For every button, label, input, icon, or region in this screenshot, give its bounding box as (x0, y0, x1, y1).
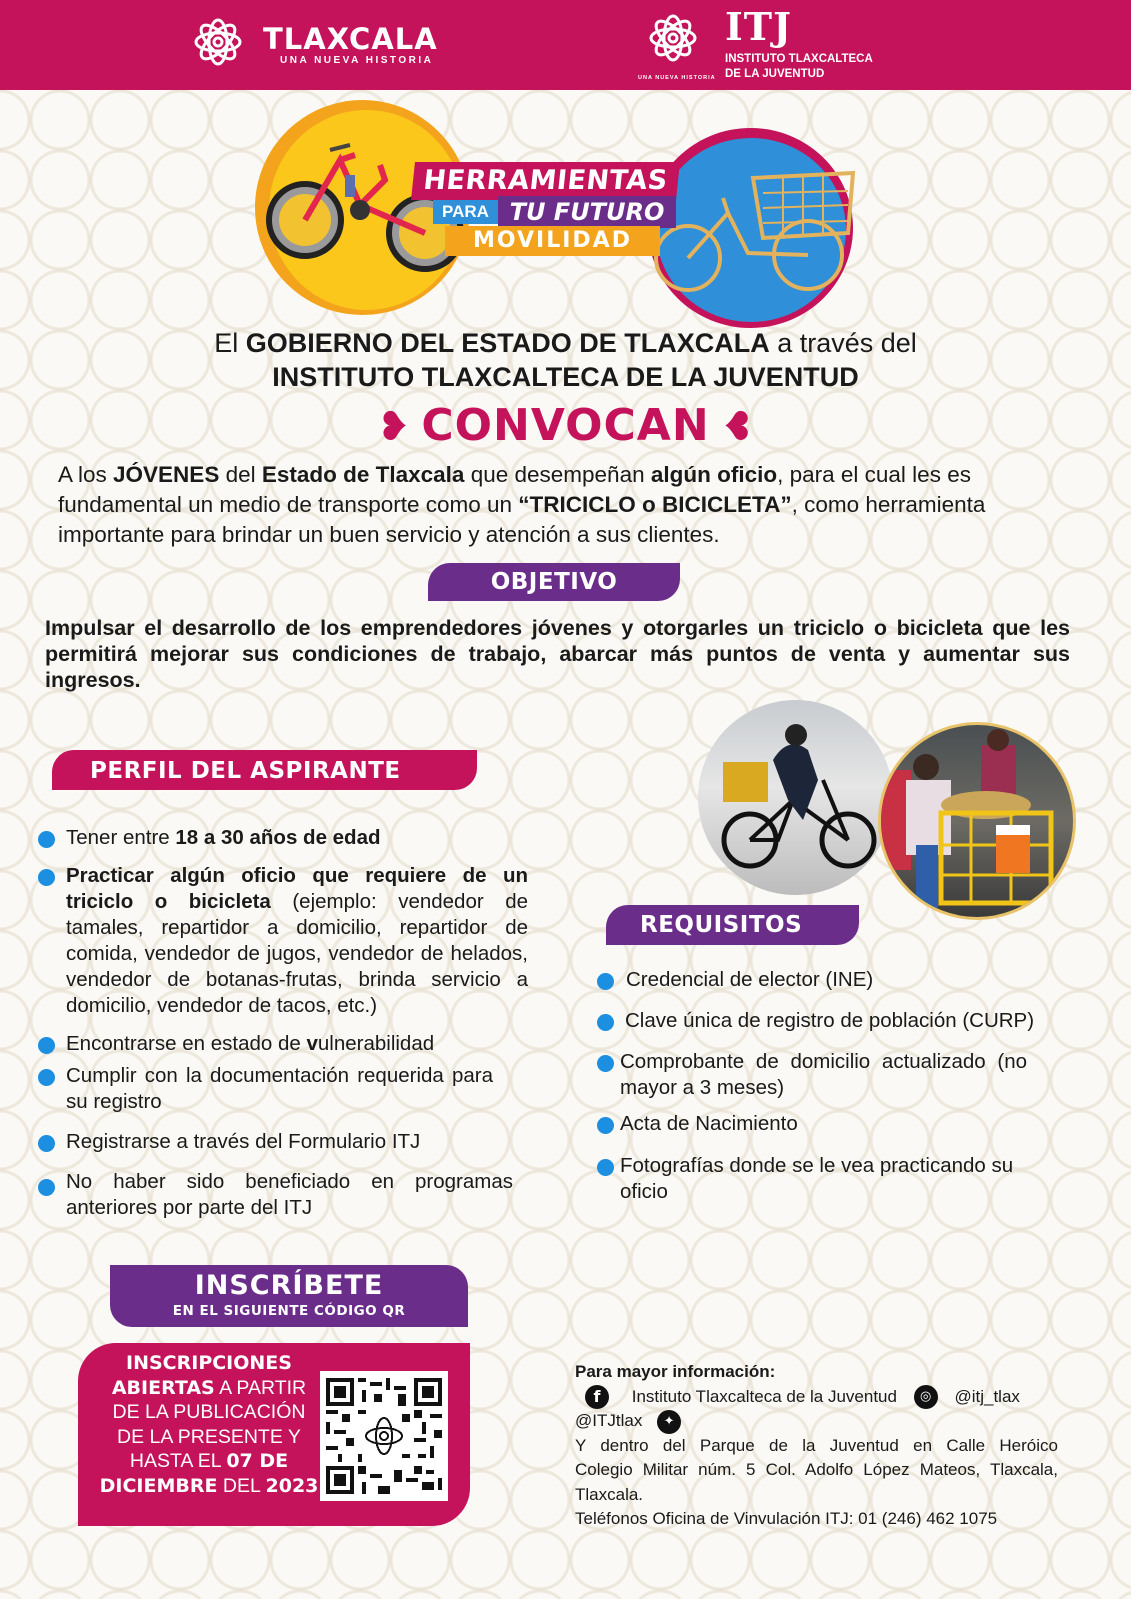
banner-tu-futuro: TU FUTURO (498, 196, 676, 228)
requisito-item (597, 1153, 1072, 1205)
item-text: Clave única de registro de población (CURP) (625, 1009, 1035, 1032)
inscribete-heading (110, 1265, 468, 1327)
facebook-icon[interactable]: f (585, 1385, 609, 1409)
itj-logo-subtitle-2: DE LA JUVENTUD (725, 68, 825, 80)
info-heading: Para mayor información: (575, 1362, 776, 1381)
bullet-icon (597, 1055, 614, 1072)
perfil-item (38, 863, 528, 1019)
itj-flower-logo-icon (643, 8, 703, 68)
perfil-item (38, 825, 528, 851)
bullet-icon (597, 1159, 614, 1176)
item-text: Cumplir con la documentación requerida para su registro (66, 1064, 493, 1113)
intro-paragraph (58, 460, 1068, 550)
intro-bold: algún oficio (650, 462, 778, 487)
registration-date: 07 DE DICIEMBRE (99, 1450, 289, 1497)
intro-bold: “TRICICLO o BICICLETA” (518, 492, 792, 517)
perfil-list (38, 825, 528, 1221)
registration-bold: INSCRIPCIONES ABIERTAS (111, 1352, 292, 1399)
intro-text: A los (58, 462, 114, 487)
gov-name: GOBIERNO DEL ESTADO DE TLAXCALA (245, 328, 770, 358)
perfil-item (38, 1063, 528, 1115)
item-text: (ejemplo: vendedor de tamales, repartidor a domicilio, repartidor de comida, vendedor de jugos, vendedor de helados, vendedor de botanas-frutas, brinda servicio a domicilio, vendedor de tacos, etc.) (66, 890, 528, 1017)
inscribete-title: INSCRÍBETE (194, 1270, 384, 1301)
bullet-icon (38, 1069, 55, 1086)
gov-suffix: a través del (769, 328, 917, 358)
item-bold: Practicar algún oficio que requiere de un triciclo o bicicleta (66, 864, 528, 913)
address-line-3: Tlaxcala. (575, 1484, 644, 1504)
address-line-2: Colegio Militar núm. 5 Col. Adolfo López Mateos, Tlaxcala, (575, 1460, 1058, 1480)
twitter-icon[interactable]: ✦ (657, 1410, 681, 1434)
itj-logo-title: ITJ (725, 4, 793, 49)
contact-info (575, 1360, 1058, 1532)
tlaxcala-flower-logo-icon (188, 12, 248, 72)
bullet-icon (38, 831, 55, 848)
objetivo-text: Impulsar el desarrollo de los emprendedores jóvenes y otorgarles un triciclo o bicicleta que les permitirá mejorar sus condiciones de trabajo, abarcar más puntos de venta y aumentar sus ingresos. (45, 616, 1070, 692)
government-line (0, 328, 1131, 359)
requisito-item (597, 1111, 1072, 1137)
bullet-icon (38, 1135, 55, 1152)
item-text: ulnerabilidad (317, 1032, 435, 1055)
instagram-link[interactable]: @itj_tlax (954, 1386, 1020, 1406)
bullet-icon (597, 1117, 614, 1134)
cyclist-icon (698, 700, 893, 895)
perfil-heading: PERFIL DEL ASPIRANTE (52, 750, 477, 790)
item-text: Comprobante de domicilio actualizado (no mayor a 3 meses) (620, 1050, 1027, 1099)
tricycle-vendors-photo (878, 722, 1076, 920)
intro-bold: Estado de Tlaxcala (261, 462, 465, 487)
bullet-icon (597, 973, 614, 990)
item-bold: 18 a 30 años de edad (175, 826, 381, 849)
phone-line: Teléfonos Oficina de Vinvulación ITJ: 01 (246) 462 1075 (575, 1509, 998, 1529)
bullet-icon (597, 1014, 614, 1031)
bullet-icon (38, 1179, 55, 1196)
itj-logo-tagline: UNA NUEVA HISTORIA (638, 75, 716, 81)
registration-year: 2023 (265, 1474, 319, 1497)
perfil-item (38, 1169, 528, 1221)
bullet-icon (38, 1037, 55, 1054)
qr-code[interactable] (320, 1371, 448, 1501)
convocan-text: CONVOCAN (421, 400, 710, 451)
twitter-link[interactable]: @ITJtlax (575, 1411, 643, 1431)
requisito-item (597, 1049, 1072, 1101)
instagram-icon[interactable]: ◎ (914, 1385, 938, 1409)
qr-code-icon (326, 1377, 442, 1495)
tricycle-vendors-icon (881, 725, 1076, 920)
social-row-2 (575, 1409, 1058, 1434)
intro-text: , para el cual les es fundamental un medio de transporte como un (58, 462, 971, 517)
bullet-icon (38, 869, 55, 886)
item-text: Encontrarse en estado de (66, 1032, 307, 1055)
facebook-link[interactable]: Instituto Tlaxcalteca de la Juventud (631, 1386, 897, 1406)
registration-box (78, 1343, 470, 1526)
intro-text: , como herramienta importante para brindar un buen servicio y atención a sus clientes. (58, 492, 986, 547)
address-line-1: Y dentro del Parque de la Juventud en Calle Heróico (575, 1435, 1058, 1455)
intro-bold: JÓVENES (113, 462, 220, 487)
tricycle-illustration (648, 128, 853, 328)
item-text: Credencial de elector (INE) (626, 968, 874, 991)
item-bold: v (306, 1032, 318, 1055)
requisitos-heading: REQUISITOS (606, 905, 859, 945)
objetivo-heading: OBJETIVO (428, 563, 680, 601)
perfil-item (38, 1129, 528, 1155)
banner-para: PARA (433, 200, 498, 224)
requisitos-list (597, 967, 1072, 1205)
item-text: No haber sido beneficiado en programas anteriores por parte del ITJ (66, 1170, 513, 1219)
itj-logo-subtitle-1: INSTITUTO TLAXCALTECA (725, 53, 873, 65)
banner-movilidad: MOVILIDAD (445, 226, 660, 256)
item-text: Acta de Nacimiento (620, 1112, 798, 1135)
convocan-heading (0, 400, 1131, 451)
institute-line: INSTITUTO TLAXCALTECA DE LA JUVENTUD (272, 362, 859, 392)
item-text: Fotografías donde se le vea practicando su oficio (620, 1154, 1014, 1203)
social-row-1 (575, 1385, 1058, 1410)
item-text: Registrarse a través del Formulario ITJ (66, 1130, 421, 1153)
tlaxcala-logo-title: TLAXCALA (263, 22, 438, 56)
banner-herramientas: HERRAMIENTAS (411, 162, 680, 200)
perfil-item (38, 1031, 528, 1057)
registration-text: DEL (217, 1474, 266, 1497)
tricycle-icon (653, 163, 858, 303)
ornament-right-icon: ❥ (719, 404, 755, 450)
registration-text: A PARTIR DE LA PUBLICACIÓN DE LA PRESENTE Y HASTA EL (112, 1376, 307, 1472)
intro-text: que desempeñan (464, 462, 651, 487)
registration-dates (98, 1351, 320, 1498)
item-text: Tener entre (66, 826, 176, 849)
tlaxcala-logo-subtitle: UNA NUEVA HISTORIA (280, 55, 434, 66)
requisito-item (597, 1008, 1072, 1034)
delivery-cyclist-photo (698, 700, 893, 895)
requisito-item (597, 967, 1072, 993)
header-bar (0, 0, 1131, 90)
gov-prefix: El (214, 328, 246, 358)
inscribete-subtitle: EN EL SIGUIENTE CÓDIGO QR (172, 1303, 406, 1319)
ornament-left-icon: ❥ (376, 404, 412, 450)
intro-text: del (219, 462, 262, 487)
